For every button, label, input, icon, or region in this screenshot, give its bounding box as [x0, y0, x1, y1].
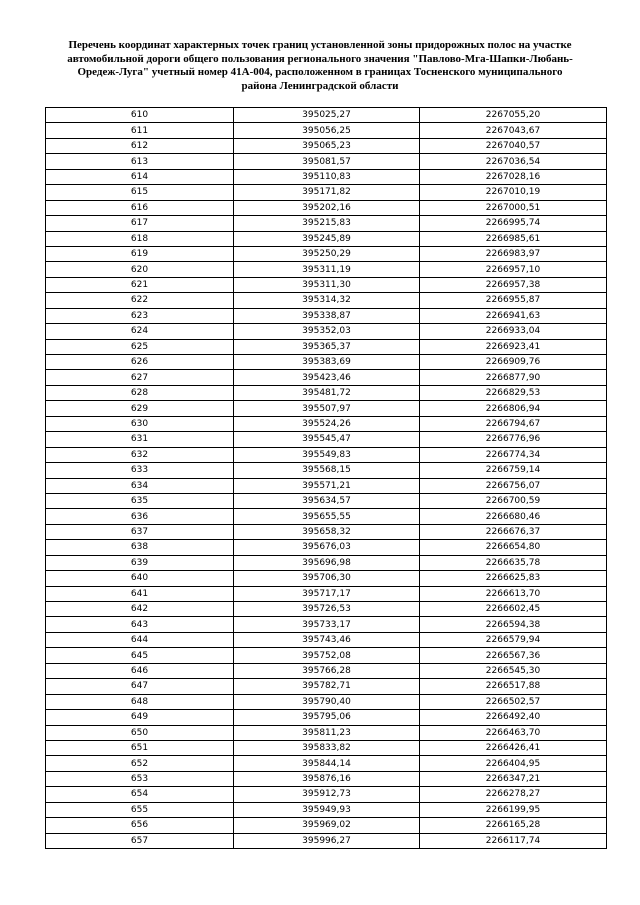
x-coordinate-cell: 395338,87 — [234, 308, 420, 323]
x-coordinate-cell: 395766,28 — [234, 663, 420, 678]
x-coordinate-cell: 395696,98 — [234, 555, 420, 570]
x-coordinate-cell: 395545,47 — [234, 432, 420, 447]
point-number-cell: 649 — [46, 710, 234, 725]
y-coordinate-cell: 2266985,61 — [420, 231, 607, 246]
title-line-4: района Ленинградской области — [241, 79, 399, 92]
table-row — [46, 540, 607, 555]
point-number-cell: 624 — [46, 324, 234, 339]
y-coordinate-cell: 2266165,28 — [420, 818, 607, 833]
table-row — [46, 108, 607, 123]
point-number-cell: 645 — [46, 648, 234, 663]
table-row — [46, 694, 607, 709]
y-coordinate-cell: 2266567,36 — [420, 648, 607, 663]
y-coordinate-cell: 2266545,30 — [420, 663, 607, 678]
point-number-cell: 635 — [46, 493, 234, 508]
y-coordinate-cell: 2266756,07 — [420, 478, 607, 493]
point-number-cell: 652 — [46, 756, 234, 771]
point-number-cell: 629 — [46, 401, 234, 416]
y-coordinate-cell: 2266877,90 — [420, 370, 607, 385]
y-coordinate-cell: 2266426,41 — [420, 740, 607, 755]
title-line-3: Оредеж-Луга" учетный номер 41А-004, расположенном в границах Тосненского муниципального — [77, 66, 563, 78]
x-coordinate-cell: 395726,53 — [234, 602, 420, 617]
x-coordinate-cell: 395311,30 — [234, 277, 420, 292]
point-number-cell: 638 — [46, 540, 234, 555]
point-number-cell: 619 — [46, 246, 234, 261]
y-coordinate-cell: 2266806,94 — [420, 401, 607, 416]
x-coordinate-cell: 395833,82 — [234, 740, 420, 755]
coordinates-table — [45, 107, 607, 849]
x-coordinate-cell: 395202,16 — [234, 200, 420, 215]
point-number-cell: 646 — [46, 663, 234, 678]
table-row — [46, 787, 607, 802]
point-number-cell: 648 — [46, 694, 234, 709]
table-row — [46, 154, 607, 169]
table-row — [46, 355, 607, 370]
y-coordinate-cell: 2266278,27 — [420, 787, 607, 802]
table-row — [46, 138, 607, 153]
point-number-cell: 636 — [46, 509, 234, 524]
table-row — [46, 216, 607, 231]
x-coordinate-cell: 395215,83 — [234, 216, 420, 231]
x-coordinate-cell: 395733,17 — [234, 617, 420, 632]
y-coordinate-cell: 2267043,67 — [420, 123, 607, 138]
point-number-cell: 656 — [46, 818, 234, 833]
point-number-cell: 654 — [46, 787, 234, 802]
point-number-cell: 630 — [46, 416, 234, 431]
coordinates-table-body — [46, 108, 607, 849]
x-coordinate-cell: 395110,83 — [234, 169, 420, 184]
y-coordinate-cell: 2267040,57 — [420, 138, 607, 153]
x-coordinate-cell: 395549,83 — [234, 447, 420, 462]
point-number-cell: 642 — [46, 602, 234, 617]
x-coordinate-cell: 395634,57 — [234, 493, 420, 508]
table-row — [46, 493, 607, 508]
table-row — [46, 648, 607, 663]
x-coordinate-cell: 395717,17 — [234, 586, 420, 601]
x-coordinate-cell: 395706,30 — [234, 571, 420, 586]
point-number-cell: 610 — [46, 108, 234, 123]
x-coordinate-cell: 395655,55 — [234, 509, 420, 524]
table-row — [46, 771, 607, 786]
table-row — [46, 339, 607, 354]
y-coordinate-cell: 2267055,20 — [420, 108, 607, 123]
y-coordinate-cell: 2267036,54 — [420, 154, 607, 169]
y-coordinate-cell: 2266941,63 — [420, 308, 607, 323]
x-coordinate-cell: 395658,32 — [234, 524, 420, 539]
table-row — [46, 169, 607, 184]
table-row — [46, 478, 607, 493]
point-number-cell: 621 — [46, 277, 234, 292]
x-coordinate-cell: 395676,03 — [234, 540, 420, 555]
x-coordinate-cell: 395314,32 — [234, 293, 420, 308]
y-coordinate-cell: 2266579,94 — [420, 632, 607, 647]
table-row — [46, 818, 607, 833]
x-coordinate-cell: 395790,40 — [234, 694, 420, 709]
x-coordinate-cell: 395081,57 — [234, 154, 420, 169]
point-number-cell: 612 — [46, 138, 234, 153]
y-coordinate-cell: 2266759,14 — [420, 463, 607, 478]
x-coordinate-cell: 395844,14 — [234, 756, 420, 771]
y-coordinate-cell: 2266957,10 — [420, 262, 607, 277]
x-coordinate-cell: 395365,37 — [234, 339, 420, 354]
y-coordinate-cell: 2266404,95 — [420, 756, 607, 771]
table-row — [46, 185, 607, 200]
point-number-cell: 640 — [46, 571, 234, 586]
x-coordinate-cell: 395065,23 — [234, 138, 420, 153]
x-coordinate-cell: 395423,46 — [234, 370, 420, 385]
x-coordinate-cell: 395782,71 — [234, 679, 420, 694]
table-row — [46, 833, 607, 848]
table-row — [46, 123, 607, 138]
x-coordinate-cell: 395912,73 — [234, 787, 420, 802]
table-row — [46, 802, 607, 817]
x-coordinate-cell: 395571,21 — [234, 478, 420, 493]
table-row — [46, 679, 607, 694]
point-number-cell: 637 — [46, 524, 234, 539]
table-row — [46, 756, 607, 771]
x-coordinate-cell: 395352,03 — [234, 324, 420, 339]
table-row — [46, 370, 607, 385]
y-coordinate-cell: 2266463,70 — [420, 725, 607, 740]
point-number-cell: 643 — [46, 617, 234, 632]
point-number-cell: 641 — [46, 586, 234, 601]
y-coordinate-cell: 2266933,04 — [420, 324, 607, 339]
table-row — [46, 632, 607, 647]
point-number-cell: 611 — [46, 123, 234, 138]
x-coordinate-cell: 395524,26 — [234, 416, 420, 431]
y-coordinate-cell: 2267000,51 — [420, 200, 607, 215]
y-coordinate-cell: 2266613,70 — [420, 586, 607, 601]
table-row — [46, 231, 607, 246]
y-coordinate-cell: 2266502,57 — [420, 694, 607, 709]
point-number-cell: 618 — [46, 231, 234, 246]
point-number-cell: 627 — [46, 370, 234, 385]
table-row — [46, 324, 607, 339]
point-number-cell: 615 — [46, 185, 234, 200]
y-coordinate-cell: 2266909,76 — [420, 355, 607, 370]
point-number-cell: 633 — [46, 463, 234, 478]
x-coordinate-cell: 395507,97 — [234, 401, 420, 416]
point-number-cell: 616 — [46, 200, 234, 215]
y-coordinate-cell: 2266955,87 — [420, 293, 607, 308]
x-coordinate-cell: 395811,23 — [234, 725, 420, 740]
y-coordinate-cell: 2266199,95 — [420, 802, 607, 817]
point-number-cell: 617 — [46, 216, 234, 231]
y-coordinate-cell: 2266680,46 — [420, 509, 607, 524]
x-coordinate-cell: 395025,27 — [234, 108, 420, 123]
y-coordinate-cell: 2266676,37 — [420, 524, 607, 539]
x-coordinate-cell: 395743,46 — [234, 632, 420, 647]
y-coordinate-cell: 2266957,38 — [420, 277, 607, 292]
point-number-cell: 622 — [46, 293, 234, 308]
table-row — [46, 524, 607, 539]
point-number-cell: 628 — [46, 385, 234, 400]
point-number-cell: 655 — [46, 802, 234, 817]
point-number-cell: 647 — [46, 679, 234, 694]
title-line-1: Перечень координат характерных точек границ установленной зоны придорожных полос на участке — [68, 39, 572, 51]
x-coordinate-cell: 395752,08 — [234, 648, 420, 663]
table-row — [46, 740, 607, 755]
point-number-cell: 626 — [46, 355, 234, 370]
table-row — [46, 246, 607, 261]
x-coordinate-cell: 395969,02 — [234, 818, 420, 833]
x-coordinate-cell: 395056,25 — [234, 123, 420, 138]
table-row — [46, 432, 607, 447]
table-row — [46, 416, 607, 431]
x-coordinate-cell: 395481,72 — [234, 385, 420, 400]
y-coordinate-cell: 2266654,80 — [420, 540, 607, 555]
table-row — [46, 602, 607, 617]
y-coordinate-cell: 2266700,59 — [420, 493, 607, 508]
table-row — [46, 277, 607, 292]
table-row — [46, 200, 607, 215]
table-row — [46, 663, 607, 678]
x-coordinate-cell: 395171,82 — [234, 185, 420, 200]
table-row — [46, 385, 607, 400]
x-coordinate-cell: 395949,93 — [234, 802, 420, 817]
point-number-cell: 657 — [46, 833, 234, 848]
y-coordinate-cell: 2266117,74 — [420, 833, 607, 848]
x-coordinate-cell: 395311,19 — [234, 262, 420, 277]
point-number-cell: 634 — [46, 478, 234, 493]
x-coordinate-cell: 395876,16 — [234, 771, 420, 786]
point-number-cell: 620 — [46, 262, 234, 277]
y-coordinate-cell: 2266774,34 — [420, 447, 607, 462]
point-number-cell: 623 — [46, 308, 234, 323]
point-number-cell: 632 — [46, 447, 234, 462]
title-line-2: автомобильной дороги общего пользования регионального значения "Павлово-Мга-Шапки-Любань- — [67, 52, 573, 65]
table-row — [46, 555, 607, 570]
y-coordinate-cell: 2267028,16 — [420, 169, 607, 184]
y-coordinate-cell: 2266983,97 — [420, 246, 607, 261]
point-number-cell: 625 — [46, 339, 234, 354]
x-coordinate-cell: 395795,06 — [234, 710, 420, 725]
x-coordinate-cell: 395245,89 — [234, 231, 420, 246]
table-row — [46, 308, 607, 323]
table-row — [46, 586, 607, 601]
point-number-cell: 653 — [46, 771, 234, 786]
y-coordinate-cell: 2266492,40 — [420, 710, 607, 725]
point-number-cell: 639 — [46, 555, 234, 570]
y-coordinate-cell: 2266625,83 — [420, 571, 607, 586]
table-row — [46, 710, 607, 725]
table-row — [46, 725, 607, 740]
point-number-cell: 613 — [46, 154, 234, 169]
y-coordinate-cell: 2267010,19 — [420, 185, 607, 200]
point-number-cell: 614 — [46, 169, 234, 184]
table-row — [46, 447, 607, 462]
y-coordinate-cell: 2266594,38 — [420, 617, 607, 632]
y-coordinate-cell: 2266995,74 — [420, 216, 607, 231]
y-coordinate-cell: 2266635,78 — [420, 555, 607, 570]
document-title — [40, 39, 600, 93]
table-row — [46, 401, 607, 416]
y-coordinate-cell: 2266517,88 — [420, 679, 607, 694]
point-number-cell: 651 — [46, 740, 234, 755]
y-coordinate-cell: 2266829,53 — [420, 385, 607, 400]
point-number-cell: 644 — [46, 632, 234, 647]
point-number-cell: 631 — [46, 432, 234, 447]
x-coordinate-cell: 395568,15 — [234, 463, 420, 478]
table-row — [46, 509, 607, 524]
x-coordinate-cell: 395250,29 — [234, 246, 420, 261]
y-coordinate-cell: 2266347,21 — [420, 771, 607, 786]
y-coordinate-cell: 2266794,67 — [420, 416, 607, 431]
table-row — [46, 262, 607, 277]
table-row — [46, 617, 607, 632]
table-row — [46, 293, 607, 308]
table-row — [46, 463, 607, 478]
y-coordinate-cell: 2266602,45 — [420, 602, 607, 617]
x-coordinate-cell: 395996,27 — [234, 833, 420, 848]
y-coordinate-cell: 2266923,41 — [420, 339, 607, 354]
x-coordinate-cell: 395383,69 — [234, 355, 420, 370]
point-number-cell: 650 — [46, 725, 234, 740]
y-coordinate-cell: 2266776,96 — [420, 432, 607, 447]
table-row — [46, 571, 607, 586]
